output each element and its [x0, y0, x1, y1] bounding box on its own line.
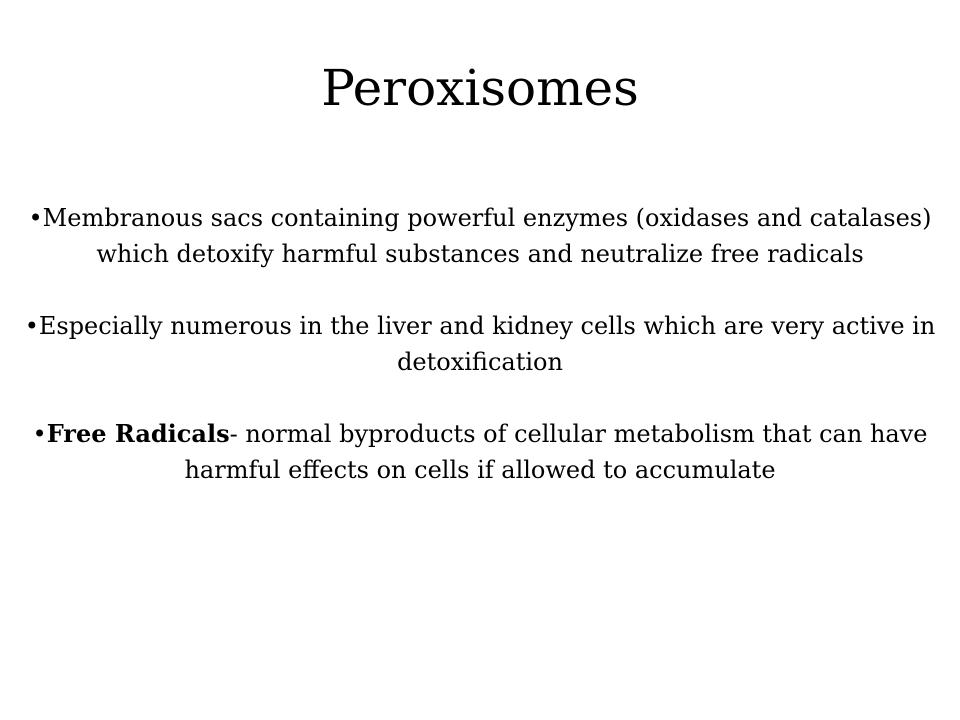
bullet-icon: • [32, 420, 47, 448]
bullet-icon: • [24, 312, 39, 340]
bullet-text: - normal byproducts of cellular metabolism that can have harmful effects on cells if allowed to accumulate [184, 420, 928, 484]
bullet-point-3 [14, 416, 946, 488]
bullet-text: Membranous sacs containing powerful enzymes (oxidases and catalases) which detoxify harmful substances and neutralize free radicals [42, 204, 932, 268]
bullet-point-1 [14, 200, 946, 272]
bullet-text: Especially numerous in the liver and kidney cells which are very active in detoxification [38, 312, 936, 376]
slide-body [14, 200, 946, 524]
bullet-term: Free Radicals [46, 419, 230, 448]
bullet-point-2 [14, 308, 946, 380]
slide-title: Peroxisomes [321, 59, 639, 117]
bullet-icon: • [28, 204, 43, 232]
